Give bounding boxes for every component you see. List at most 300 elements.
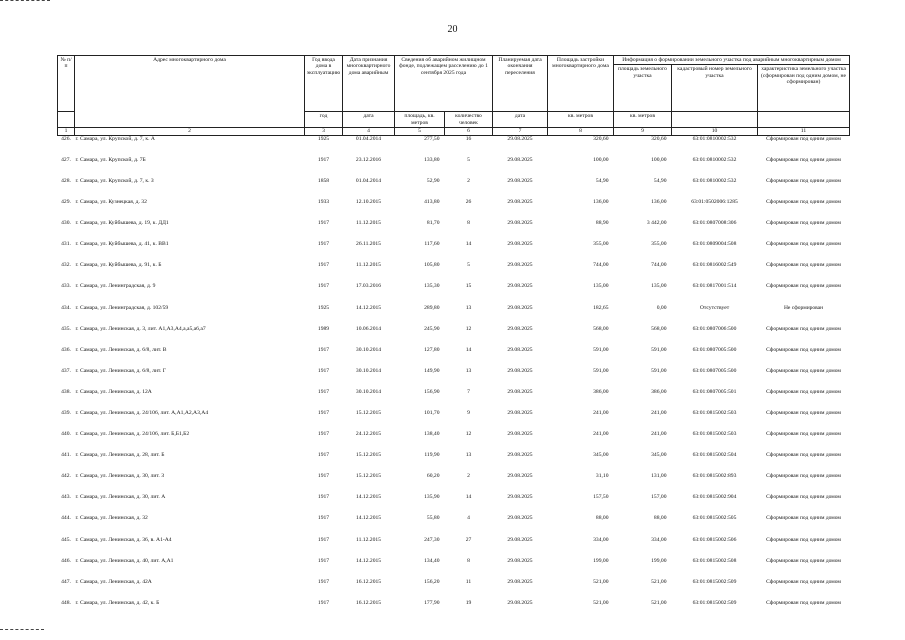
built-area-cell: 355,00 [593,241,609,248]
land-status-cell: Сформирован под одним домом [766,515,841,522]
address-cell: г. Самара, ул. Крупской, д. 7, к. А [75,135,155,142]
built-area-cell: 100,00 [593,156,609,163]
recognized-date-cell: 11.12.2015 [356,536,381,543]
land-area-cell: 54,90 [653,177,667,184]
address-cell: г. Самара, ул. Ленинская, д. 42А [75,578,152,585]
header-land-area: площадь земельного участка [614,65,672,112]
address-cell: г. Самара, ул. Ленинская, д. 3, лит. А1,А3,А4,а,а5,а6,а7 [75,325,206,332]
recognized-date-cell: 30.10.2014 [355,388,382,395]
column-number: 4 [343,127,395,135]
planned-date-cell: 29.08.2025 [507,220,533,227]
people-count-cell: 26 [465,199,472,206]
row-number: 433. [61,283,71,290]
recognized-date-cell: 14.12.2015 [355,494,382,501]
fund-area-cell: 413,80 [424,199,440,206]
year-built-cell: 1925 [317,135,330,142]
people-count-cell: 12 [465,431,472,438]
people-count-cell: 11 [465,578,472,585]
row-number: 428. [61,177,71,184]
address-cell: г. Самара, ул. Ленинская, д. 12А [75,388,152,395]
land-status-cell: Сформирован под одним домом [766,156,841,163]
built-area-cell: 320,60 [593,135,609,142]
header-cadastral: кадастровый номер земельного участка [672,65,758,112]
planned-date-cell: 29.08.2025 [507,494,533,501]
cadastral-number-cell: 63:01:0807006:500 [692,325,737,332]
table-row [58,157,850,178]
address-cell: г. Самара, ул. Куйбышева, д. 19, к. ДД1 [75,220,169,227]
column-number: 7 [493,127,548,135]
row-number: 427. [61,156,71,163]
fund-area-cell: 52,90 [426,177,440,184]
land-status-cell: Сформирован под одним домом [766,325,841,332]
cadastral-number-cell: 63:01:0807005:500 [692,367,737,374]
fund-area-cell: 289,80 [424,304,440,311]
land-area-cell: 591,00 [651,367,667,374]
column-number-row [58,127,850,135]
address-cell: г. Самара, ул. Ленинская, д. 32 [75,515,148,522]
planned-date-cell: 29.08.2025 [507,452,533,459]
people-count-cell: 5 [467,262,470,269]
fund-area-cell: 134,40 [424,557,440,564]
year-built-cell: 1917 [317,452,330,459]
fund-area-cell: 177,90 [424,599,440,606]
table-row [58,473,850,494]
land-status-cell: Сформирован под одним домом [766,220,841,227]
row-number: 442. [61,473,71,480]
planned-date-cell: 29.08.2025 [507,346,533,353]
land-area-cell: 591,00 [651,346,667,353]
cadastral-number-cell: 63:01:0815002:893 [692,473,737,480]
built-area-cell: 182,65 [593,304,609,311]
people-count-cell: 9 [467,409,470,416]
land-status-cell: Сформирован под одним домом [766,494,841,501]
year-built-cell: 1858 [317,177,330,184]
table-row [58,347,850,368]
header-built-area: Площадь застройки многоквартирного дома [548,56,614,112]
header-year-built: Год ввода дома в эксплуатацию [305,56,343,112]
fund-area-cell: 135,30 [424,283,440,290]
planned-date-cell: 29.08.2025 [507,325,533,332]
address-cell: г. Самара, ул. Крупской, д. 7, к. З [75,177,154,184]
table-row [58,494,850,515]
recognized-date-cell: 14.12.2015 [355,557,382,564]
year-built-cell: 1917 [317,536,330,543]
year-built-cell: 1917 [317,367,330,374]
recognized-date-cell: 15.12.2015 [355,473,382,480]
recognized-date-cell: 26.11.2015 [356,241,381,248]
year-built-cell: 1917 [317,494,330,501]
recognized-date-cell: 14.12.2015 [355,515,382,522]
land-status-cell: Сформирован под одним домом [766,578,841,585]
table-row [58,600,850,621]
land-area-cell: 386,00 [651,388,667,395]
people-count-cell: 14 [465,346,472,353]
people-count-cell: 13 [465,304,472,311]
row-number: 447. [61,578,71,585]
cadastral-number-cell: 63:01:0817001:514 [692,283,737,290]
land-area-cell: 744,00 [651,262,667,269]
planned-date-cell: 29.08.2025 [507,262,533,269]
land-status-cell: Сформирован под одним домом [766,135,841,142]
table-row [58,537,850,558]
land-area-cell: 3 442,00 [646,220,667,227]
column-number: 6 [445,127,493,135]
planned-date-cell: 29.08.2025 [507,473,533,480]
column-number: 9 [614,127,672,135]
column-number: 3 [305,127,343,135]
unit-built: кв. метров [548,112,614,128]
built-area-cell: 54,90 [595,177,609,184]
people-count-cell: 27 [465,536,472,543]
land-status-cell: Сформирован под одним домом [766,409,841,416]
year-built-cell: 1917 [317,409,330,416]
built-area-cell: 568,00 [593,325,609,332]
row-number: 434. [61,304,71,311]
land-status-cell: Сформирован под одним домом [766,262,841,269]
land-status-cell: Сформирован под одним домом [766,241,841,248]
fund-area-cell: 156,20 [424,578,440,585]
row-number: 432. [61,262,71,269]
land-area-cell: 0,00 [656,304,667,311]
fund-area-cell: 60,20 [426,473,440,480]
year-built-cell: 1933 [317,199,330,206]
address-cell: г. Самара, ул. Ленинская, д. 30, лит. А [75,494,166,501]
row-number: 448. [61,599,71,606]
fund-area-cell: 247,30 [424,536,440,543]
planned-date-cell: 29.08.2025 [507,367,533,374]
built-area-cell: 241,00 [593,431,609,438]
land-status-cell: Не сформирован [783,304,824,311]
cadastral-number-cell: 63:01:0815002:904 [692,494,737,501]
header-land-status: характеристика земельного участка (сформирован под одним домом, не сформирован) [758,65,850,112]
address-cell: г. Самара, ул. Ленинская, д. 40, лит. А,А1 [75,557,174,564]
land-area-cell: 199,00 [651,557,667,564]
recognized-date-cell: 24.12.2015 [355,431,382,438]
table-row [58,178,850,199]
row-number: 444. [61,515,71,522]
fund-area-cell: 135,90 [424,494,440,501]
people-count-cell: 13 [465,367,472,374]
year-built-cell: 1917 [317,388,330,395]
cadastral-number-cell: 63:01:0810002:532 [692,177,737,184]
table-row [58,262,850,283]
land-status-cell: Сформирован под одним домом [766,177,841,184]
cadastral-number-cell: 63:01:0807005:501 [692,388,737,395]
land-area-cell: 345,00 [651,452,667,459]
table-row [58,579,850,600]
address-cell: г. Самара, ул. Ленинская, д. 36, в. А1-А4 [75,536,172,543]
land-area-cell: 521,00 [651,578,667,585]
people-count-cell: 7 [467,388,470,395]
recognized-date-cell: 23.12.2016 [355,156,382,163]
address-cell: г. Самара, ул. Ленинская, д. 6/8, лит. Г [75,367,166,374]
row-number: 437. [61,367,71,374]
table-row [58,220,850,241]
built-area-cell: 521,00 [593,578,609,585]
year-built-cell: 1917 [317,156,330,163]
land-status-cell: Сформирован под одним домом [766,536,841,543]
address-cell: г. Самара, ул. Ленинская, д. 6/8, лит. В [75,346,167,353]
year-built-cell: 1917 [317,599,330,606]
people-count-cell: 16 [465,135,472,142]
built-area-cell: 31,10 [595,473,609,480]
fund-area-cell: 277,50 [424,135,440,142]
built-area-cell: 334,00 [593,536,609,543]
cadastral-number-cell: 63:01:0816002:549 [692,262,737,269]
people-count-cell: 2 [467,177,470,184]
row-number: 443. [61,494,71,501]
people-count-cell: 12 [465,325,472,332]
table-row [58,515,850,536]
recognized-date-cell: 01.04.2014 [355,177,382,184]
row-number: 426. [61,135,71,142]
built-area-cell: 521,00 [593,599,609,606]
table-body [58,135,850,621]
table-row [58,410,850,431]
land-status-cell: Сформирован под одним домом [766,473,841,480]
recognized-date-cell: 12.10.2015 [355,199,382,206]
fund-area-cell: 133,80 [424,156,440,163]
fund-area-cell: 156,90 [424,388,440,395]
year-built-cell: 1917 [317,241,330,248]
people-count-cell: 14 [465,494,472,501]
planned-date-cell: 29.08.2025 [507,304,533,311]
row-number: 430. [61,220,71,227]
land-status-cell: Сформирован под одним домом [766,599,841,606]
address-cell: г. Самара, ул. Ленинская, д. 28, лит. Б [75,452,165,459]
fund-area-cell: 245,90 [424,325,440,332]
table-row [58,389,850,410]
header-land-info: Информация о формировании земельного участка под аварийным многоквартирным домом [614,56,850,65]
recognized-date-cell: 30.10.2014 [355,346,382,353]
people-count-cell: 5 [467,156,470,163]
people-count-cell: 14 [465,241,472,248]
year-built-cell: 1917 [317,557,330,564]
cadastral-number-cell: 63:01:0807008:306 [692,220,737,227]
land-area-cell: 136,00 [651,199,667,206]
table-row [58,135,850,157]
unit-people: количество человек [445,112,493,128]
land-area-cell: 355,00 [651,241,667,248]
recognized-date-cell: 15.12.2015 [355,452,382,459]
land-area-cell: 241,00 [651,409,667,416]
recognized-date-cell: 16.12.2015 [355,599,382,606]
row-number: 435. [61,325,71,332]
people-count-cell: 2 [467,473,470,480]
cadastral-number-cell: 63:01:0502006:1285 [691,199,738,206]
header-address: Адрес многоквартирного дома [75,56,305,128]
people-count-cell: 4 [467,515,470,522]
recognized-date-cell: 16.12.2015 [355,578,382,585]
fund-area-cell: 105,80 [424,262,440,269]
column-number: 5 [395,127,445,135]
column-number: 8 [548,127,614,135]
column-number: 10 [672,127,758,135]
fund-area-cell: 138,40 [424,431,440,438]
address-cell: г. Самара, ул. Ленинская, д. 30, лит. З [75,473,165,480]
header-planned-date: Планируемая дата окончания переселения [493,56,548,112]
built-area-cell: 386,00 [593,388,609,395]
land-area-cell: 135,00 [651,283,667,290]
people-count-cell: 15 [465,283,472,290]
planned-date-cell: 29.08.2025 [507,135,533,142]
recognized-date-cell: 15.12.2015 [355,409,382,416]
people-count-cell: 19 [465,599,472,606]
row-number: 436. [61,346,71,353]
cadastral-number-cell: 63:01:0815002:508 [692,557,737,564]
column-number: 1 [58,127,75,135]
row-number: 439. [61,409,71,416]
table-header [58,56,850,136]
planned-date-cell: 29.08.2025 [507,156,533,163]
column-number: 2 [75,127,305,135]
cadastral-number-cell: 63:01:0815002:505 [692,515,737,522]
land-area-cell: 521,00 [651,599,667,606]
column-number: 11 [758,127,850,135]
year-built-cell: 1917 [317,346,330,353]
fund-area-cell: 149,90 [424,367,440,374]
row-number: 446. [61,557,71,564]
unit-area: площадь, кв. метров [395,112,445,128]
row-number: 440. [61,431,71,438]
land-status-cell: Сформирован под одним домом [766,283,841,290]
built-area-cell: 88,90 [595,220,609,227]
table-row [58,368,850,389]
address-cell: г. Самара, ул. Куйбышева, д. 41, к. ВВ1 [75,241,169,248]
people-count-cell: 13 [465,452,472,459]
land-status-cell: Сформирован под одним домом [766,557,841,564]
fund-area-cell: 101,70 [424,409,440,416]
fund-area-cell: 119,90 [424,452,440,459]
land-status-cell: Сформирован под одним домом [766,431,841,438]
unit-cadastral [672,112,758,128]
people-count-cell: 8 [467,220,470,227]
table-row [58,558,850,579]
cadastral-number-cell: 63:01:0810002:532 [692,135,737,142]
cadastral-number-cell: 63:01:0810002:532 [692,156,737,163]
planned-date-cell: 29.08.2025 [507,241,533,248]
fund-area-cell: 127,80 [424,346,440,353]
recognized-date-cell: 11.12.2015 [356,262,381,269]
planned-date-cell: 29.08.2025 [507,536,533,543]
planned-date-cell: 29.08.2025 [507,409,533,416]
row-number: 441. [61,452,71,459]
land-status-cell: Сформирован под одним домом [766,346,841,353]
built-area-cell: 591,00 [593,346,609,353]
address-cell: г. Самара, ул. Ленинская, д. 24/106, лит. Б,Б1,Б2 [75,431,190,438]
built-area-cell: 241,00 [593,409,609,416]
table-row [58,241,850,262]
year-built-cell: 1917 [317,431,330,438]
unit-land: кв. метров [614,112,672,128]
header-no-unit [58,112,75,128]
year-built-cell: 1917 [317,220,330,227]
land-area-cell: 320,60 [651,135,667,142]
scan-edge-mark [0,0,50,3]
land-status-cell: Сформирован под одним домом [766,388,841,395]
planned-date-cell: 29.08.2025 [507,557,533,564]
unit-year: год [305,112,343,128]
land-area-cell: 100,00 [651,156,667,163]
land-status-cell: Сформирован под одним домом [766,367,841,374]
land-area-cell: 157,00 [651,494,667,501]
cadastral-number-cell: 63:01:0815002:503 [692,431,737,438]
land-status-cell: Сформирован под одним домом [766,452,841,459]
fund-area-cell: 81,70 [426,220,440,227]
land-area-cell: 241,00 [651,431,667,438]
planned-date-cell: 29.08.2025 [507,431,533,438]
planned-date-cell: 29.08.2025 [507,515,533,522]
year-built-cell: 1917 [317,262,330,269]
cadastral-number-cell: 63:01:0815002:506 [692,536,737,543]
table-row [58,326,850,347]
address-cell: г. Самара, ул. Ленинская, д. 24/106, лит. А,А1,А2,А3,А4 [75,409,209,416]
year-built-cell: 1917 [317,578,330,585]
recognized-date-cell: 30.10.2014 [355,367,382,374]
land-area-cell: 334,00 [651,536,667,543]
built-area-cell: 199,00 [593,557,609,564]
cadastral-number-cell: 63:01:0815002:509 [692,578,737,585]
planned-date-cell: 29.08.2025 [507,388,533,395]
fund-area-cell: 55,80 [426,515,440,522]
recognized-date-cell: 14.12.2015 [355,304,382,311]
address-cell: г. Самара, ул. Крупской, д. 7Б [75,156,146,163]
recognized-date-cell: 11.12.2015 [356,220,381,227]
planned-date-cell: 29.08.2025 [507,599,533,606]
table-row [58,431,850,452]
unit-status [758,112,850,128]
address-cell: г. Самара, ул. Куйбышева, д. 91, к. Б [75,262,162,269]
address-cell: г. Самара, ул. Ленинградская, д. 9 [75,283,156,290]
planned-date-cell: 29.08.2025 [507,283,533,290]
unit-planned: дата [493,112,548,128]
built-area-cell: 157,50 [593,494,609,501]
year-built-cell: 1989 [317,325,330,332]
built-area-cell: 345,00 [593,452,609,459]
land-status-cell: Сформирован под одним домом [766,199,841,206]
address-cell: г. Самара, ул. Ленинская, д. 42, к. Б [75,599,160,606]
recognized-date-cell: 10.06.2014 [355,325,382,332]
row-number: 438. [61,388,71,395]
table-row [58,199,850,220]
cadastral-number-cell: 63:01:0815002:509 [692,599,737,606]
cadastral-number-cell: 63:01:0809004:508 [692,241,737,248]
cadastral-number-cell: 63:01:0815002:504 [692,452,737,459]
built-area-cell: 591,00 [593,367,609,374]
housing-register-table [57,55,850,621]
land-area-cell: 131,00 [651,473,667,480]
row-number: 445. [61,536,71,543]
fund-area-cell: 117,60 [424,241,440,248]
year-built-cell: 1917 [317,283,330,290]
cadastral-number-cell: 63:01:0807005:500 [692,346,737,353]
header-fund-info: Сведения об аварийном жилищном фонде, подлежащем расселению до 1 сентября 2025 года [395,56,493,112]
unit-date: дата [343,112,395,128]
built-area-cell: 744,00 [593,262,609,269]
planned-date-cell: 29.08.2025 [507,578,533,585]
scan-edge-mark [0,629,44,632]
cadastral-number-cell: 63:01:0815002:503 [692,409,737,416]
address-cell: г. Самара, ул. Ленинградская, д. 102/59 [75,304,169,311]
row-number: 431. [61,241,71,248]
header-no: № п/п [58,56,75,112]
year-built-cell: 1917 [317,473,330,480]
page-number: 20 [447,24,458,35]
table-row [58,283,850,304]
land-area-cell: 568,00 [651,325,667,332]
row-number: 429. [61,199,71,206]
year-built-cell: 1925 [317,304,330,311]
